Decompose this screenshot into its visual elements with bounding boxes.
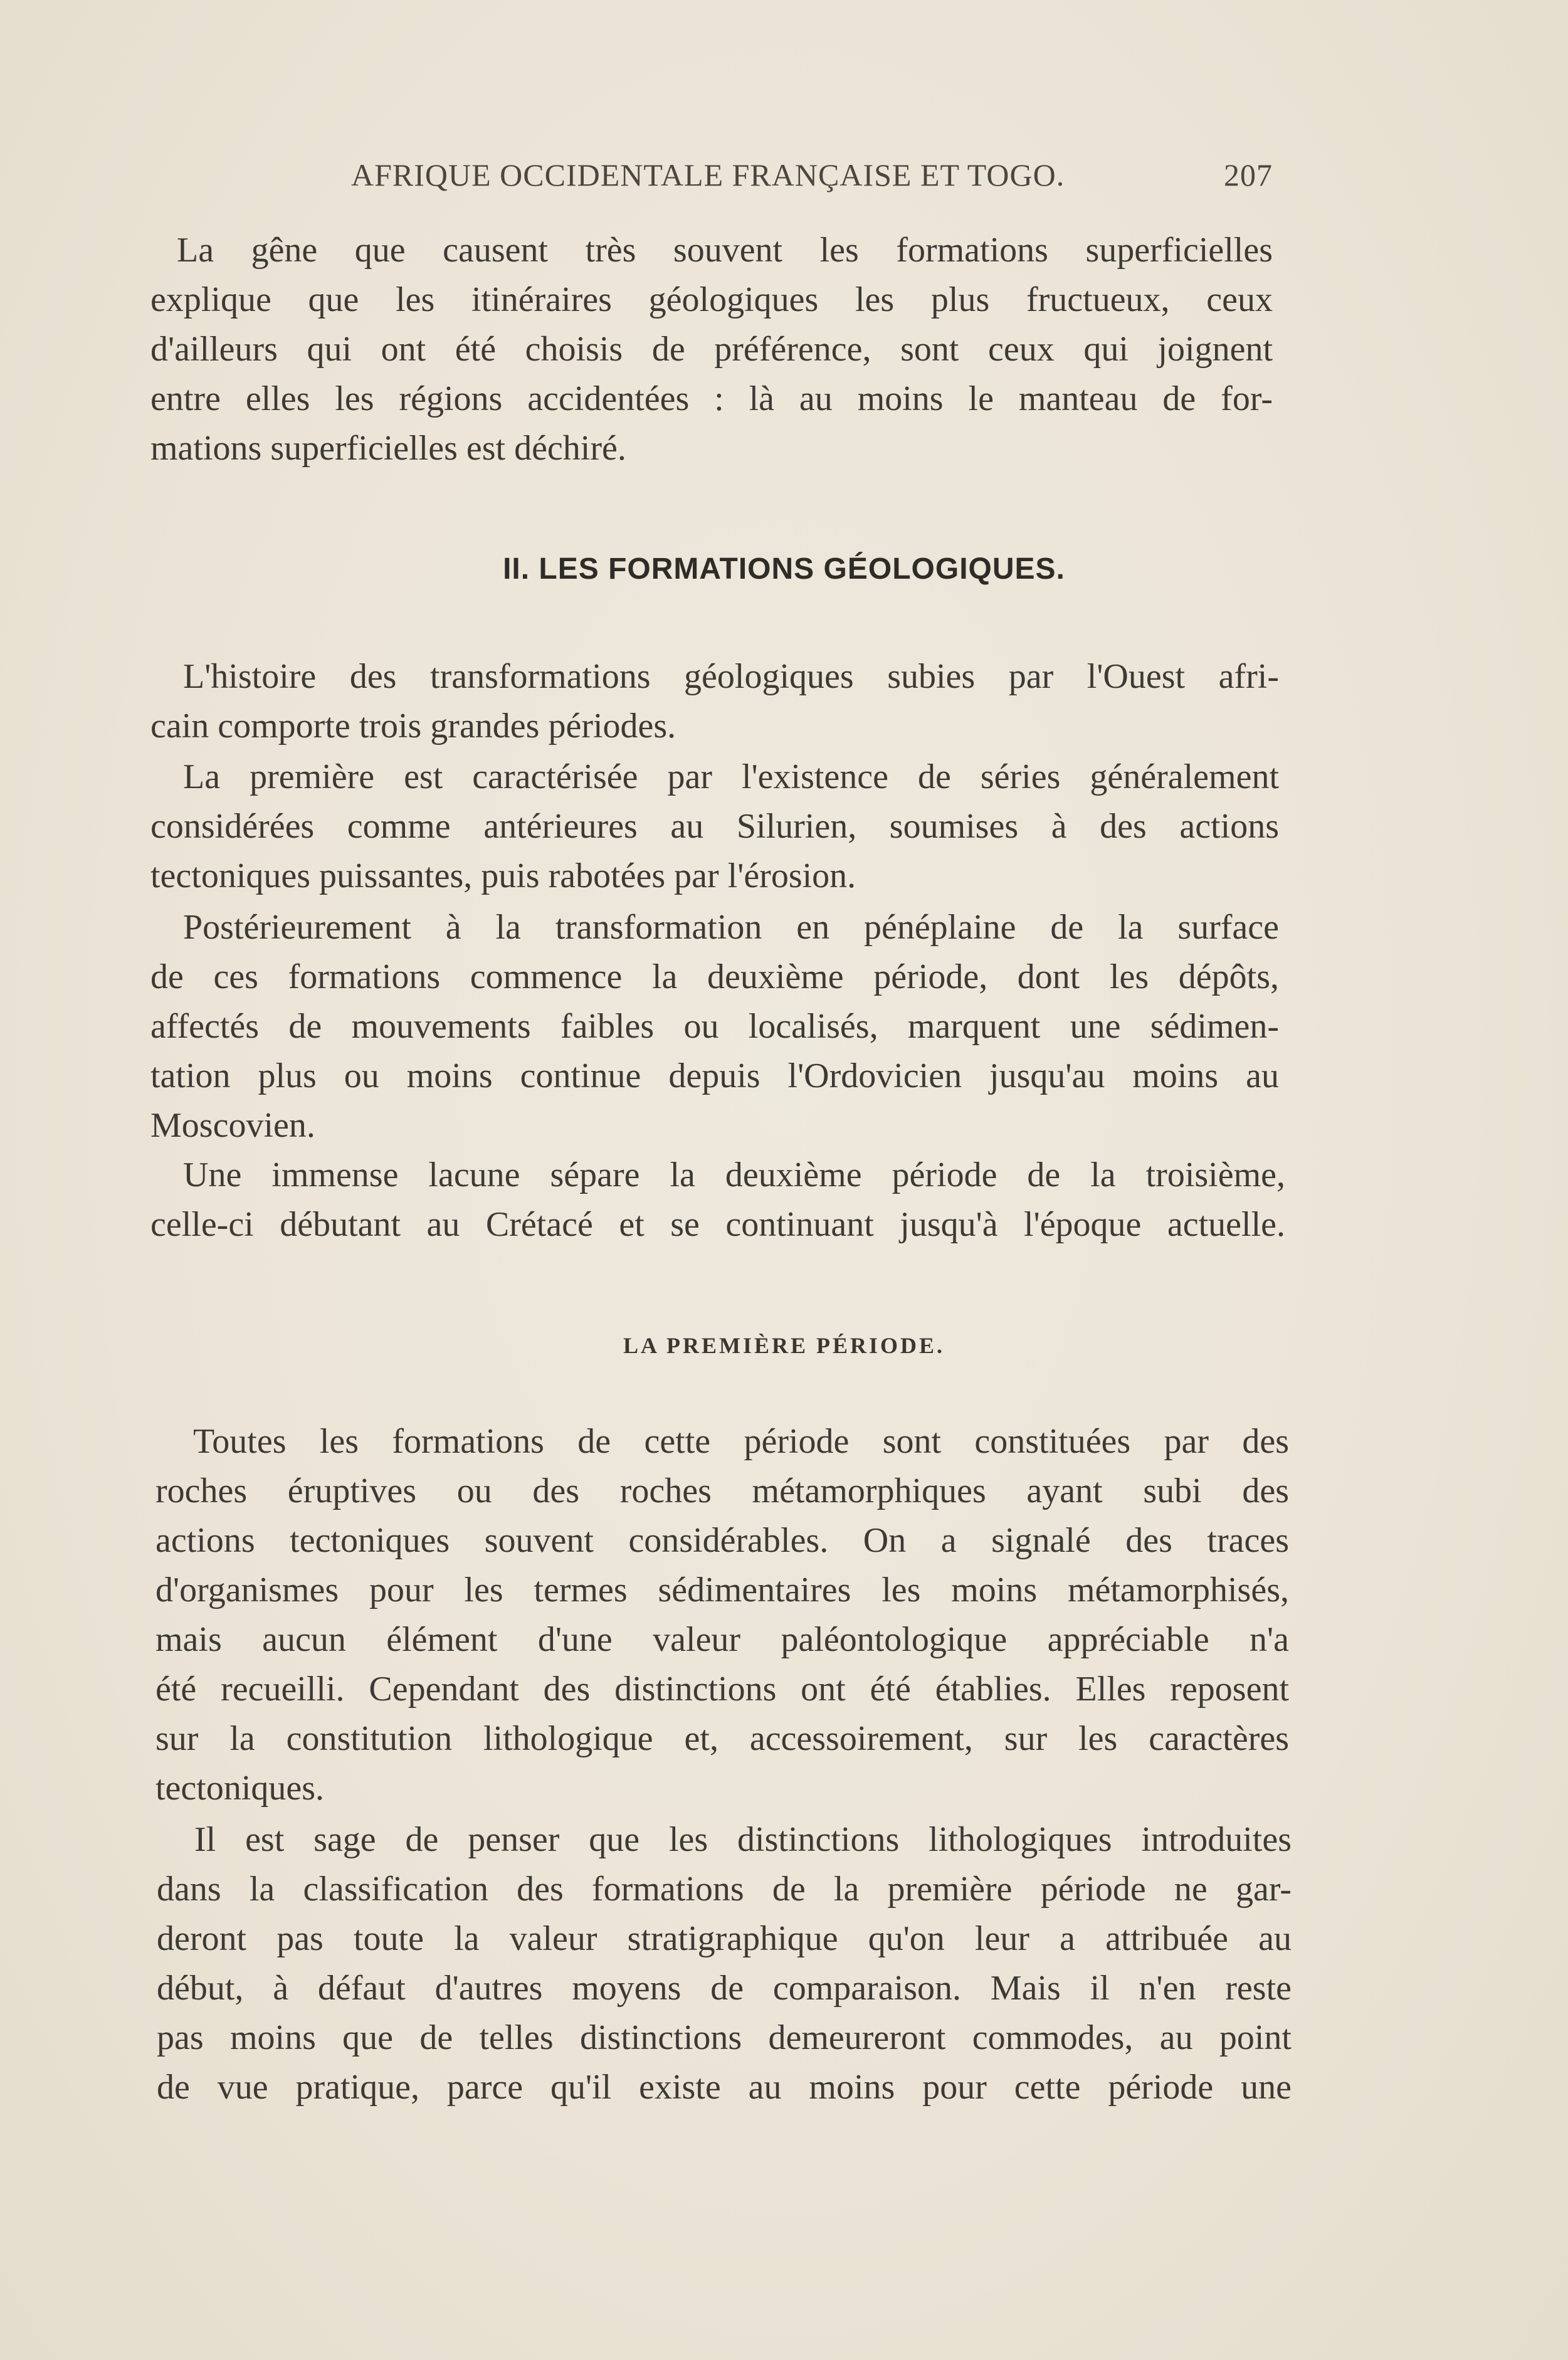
running-title: AFRIQUE OCCIDENTALE FRANÇAISE ET TOGO. [351, 157, 1065, 192]
text-line: sur la constitution lithologique et, accessoirement, sur les caractères [155, 1719, 1289, 1758]
text-line: Une immense lacune sépare la deuxième période de la troisième, [183, 1156, 1285, 1194]
text-line: L'histoire des transformations géologiques subies par l'Ouest afri- [183, 657, 1279, 696]
text-line: de vue pratique, parce qu'il existe au moins pour cette période une [157, 2068, 1292, 2107]
text-line: cain comporte trois grandes périodes. [150, 707, 676, 745]
text-line: explique que les itinéraires géologiques les plus fructueux, ceux [150, 280, 1273, 319]
text-line: Moscovien. [150, 1106, 315, 1145]
text-line: entre elles les régions accidentées : là au moins le manteau de for- [150, 379, 1273, 418]
text-line: Postérieurement à la transformation en pénéplaine de la surface [183, 908, 1279, 947]
text-line: mations superficielles est déchiré. [150, 429, 626, 468]
text-line: pas moins que de telles distinctions demeureront commodes, au point [157, 2018, 1292, 2057]
text-line: Toutes les formations de cette période sont constituées par des [193, 1422, 1289, 1461]
text-line: été recueilli. Cependant des distinctions ont été établies. Elles reposent [155, 1670, 1289, 1709]
text-line: mais aucun élément d'une valeur paléontologique appréciable n'a [155, 1620, 1289, 1659]
section-title: II. LES FORMATIONS GÉOLOGIQUES. [503, 552, 1065, 586]
text-line: celle-ci débutant au Crétacé et se continuant jusqu'à l'époque actuelle. [150, 1205, 1285, 1244]
paragraph-4 [150, 903, 1279, 1151]
text-line: dans la classification des formations de la première période ne gar- [157, 1870, 1292, 1909]
text-line: tation plus ou moins continue depuis l'Ordovicien jusqu'au moins au [150, 1056, 1279, 1095]
text-line: de ces formations commence la deuxième période, dont les dépôts, [150, 957, 1279, 996]
text-line: début, à défaut d'autres moyens de comparaison. Mais il n'en reste [157, 1969, 1292, 2008]
running-header [351, 157, 1273, 201]
text-line: affectés de mouvements faibles ou localisés, marquent une sédimen- [150, 1007, 1279, 1046]
page-number: 207 [1224, 157, 1273, 192]
text-line: tectoniques puissantes, puis rabotées par l'érosion. [150, 856, 856, 895]
text-line: roches éruptives ou des roches métamorphiques ayant subi des [155, 1472, 1289, 1510]
paragraph-6 [155, 1417, 1289, 1813]
paragraph-7 [157, 1815, 1292, 2112]
text-line: deront pas toute la valeur stratigraphique qu'on leur a attribuée au [157, 1919, 1292, 1958]
text-line: actions tectoniques souvent considérables. On a signalé des traces [155, 1521, 1289, 1560]
text-line: Il est sage de penser que les distinctions lithologiques introduites [194, 1820, 1292, 1859]
text-line: tectoniques. [155, 1769, 325, 1808]
text-line: d'ailleurs qui ont été choisis de préférence, sont ceux qui joignent [150, 330, 1273, 369]
paragraph-3 [150, 752, 1279, 901]
text-line: considérées comme antérieures au Silurien, soumises à des actions [150, 807, 1279, 846]
text-line: La première est caractérisée par l'existence de séries généralement [183, 757, 1279, 796]
subsection-title: LA PREMIÈRE PÉRIODE. [623, 1333, 945, 1358]
paragraph-5 [150, 1151, 1285, 1250]
text-line: La gêne que causent très souvent les formations superficielles [177, 231, 1273, 270]
text-line: d'organismes pour les termes sédimentaires les moins métamorphisés, [155, 1571, 1289, 1609]
paragraph-2 [150, 652, 1279, 751]
paragraph-1 [150, 226, 1273, 473]
